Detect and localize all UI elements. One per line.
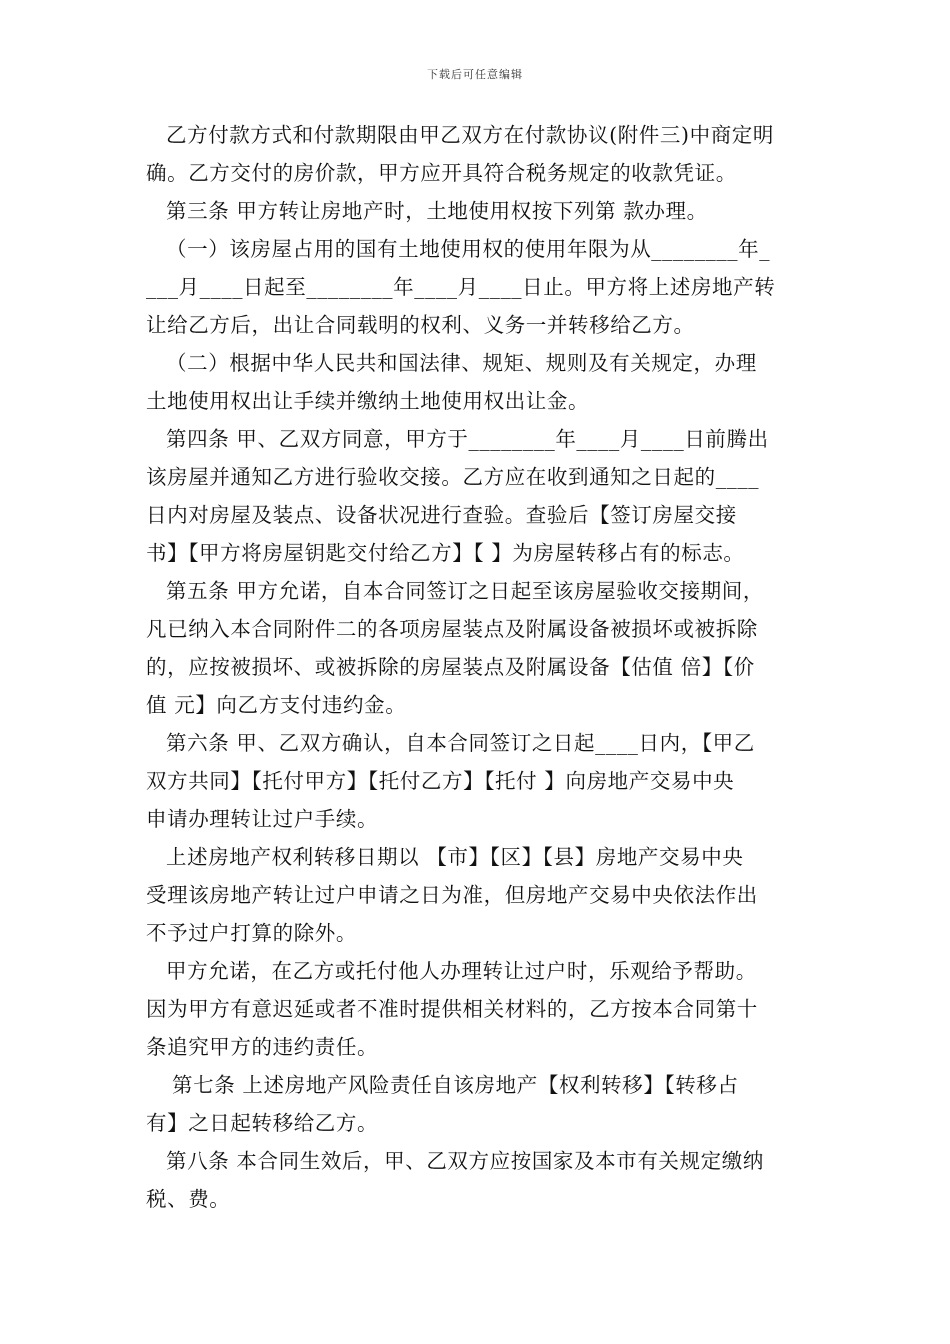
text-line: （一）该房屋占用的国有土地使用权的使用年限为从________年_ (166, 237, 771, 261)
text-line: （二）根据中华人民共和国法律、规矩、规则及有关规定，办理 (166, 351, 757, 375)
text-line: 受理该房地产转让过户申请之日为准，但房地产交易中央依法作出 (146, 883, 758, 907)
text-line: 不予过户打算的除外。 (146, 921, 357, 945)
text-line: 第五条 甲方允诺，自本合同签订之日起至该房屋验收交接期间， (166, 579, 764, 603)
text-line: 双方共同】【托付甲方】【托付乙方】【托付 】向房地产交易中央 (146, 769, 735, 793)
text-line: ___月____日起至________年____月____日止。甲方将上述房地产转 (146, 275, 776, 299)
text-line: 条追究甲方的违约责任。 (146, 1035, 379, 1059)
header-note: 下载后可任意编辑 (427, 68, 523, 81)
text-line: 申请办理转让过户手续。 (146, 807, 379, 831)
text-line: 甲方允诺，在乙方或托付他人办理转让过户时，乐观给予帮助。 (166, 959, 757, 983)
text-line: 让给乙方后，出让合同载明的权利、义务一并转移给乙方。 (146, 313, 695, 337)
text-line: 书】【甲方将房屋钥匙交付给乙方】【 】为房屋转移占有的标志。 (146, 541, 745, 565)
text-line: 确。乙方交付的房价款，甲方应开具符合税务规定的收款凭证。 (146, 161, 737, 185)
text-line: 第八条 本合同生效后，甲、乙双方应按国家及本市有关规定缴纳 (166, 1149, 764, 1173)
text-line: 第七条 上述房地产风险责任自该房地产【权利转移】【转移占 (172, 1073, 739, 1097)
contract-body (146, 116, 810, 1218)
text-line: 土地使用权出让手续并缴纳土地使用权出让金。 (146, 389, 590, 413)
text-line: 第三条 甲方转让房地产时，土地使用权按下列第 款办理。 (166, 199, 708, 223)
text-line: 有】之日起转移给乙方。 (146, 1111, 379, 1135)
text-line: 因为甲方有意迟延或者不准时提供相关材料的，乙方按本合同第十 (146, 997, 758, 1021)
text-line: 该房屋并通知乙方进行验收交接。乙方应在收到通知之日起的____ (146, 465, 760, 489)
text-line: 值 元】向乙方支付违约金。 (146, 693, 407, 717)
text-line: 日内对房屋及装点、设备状况进行查验。查验后【签订房屋交接 (146, 503, 737, 527)
text-line: 乙方付款方式和付款期限由甲乙双方在付款协议(附件三)中商定明 (166, 123, 774, 147)
text-line: 凡已纳入本合同附件二的各项房屋装点及附属设备被损坏或被拆除 (146, 617, 758, 641)
text-line: 的，应按被损坏、或被拆除的房屋装点及附属设备【估值 倍】【价 (146, 655, 755, 679)
text-line: 税、费。 (146, 1187, 231, 1211)
text-line: 上述房地产权利转移日期以 【市】【区】【县】房地产交易中央 (166, 845, 744, 869)
text-line: 第四条 甲、乙双方同意，甲方于________年____月____日前腾出 (166, 427, 769, 451)
text-line: 第六条 甲、乙双方确认，自本合同签订之日起____日内，【甲乙 (166, 731, 755, 755)
